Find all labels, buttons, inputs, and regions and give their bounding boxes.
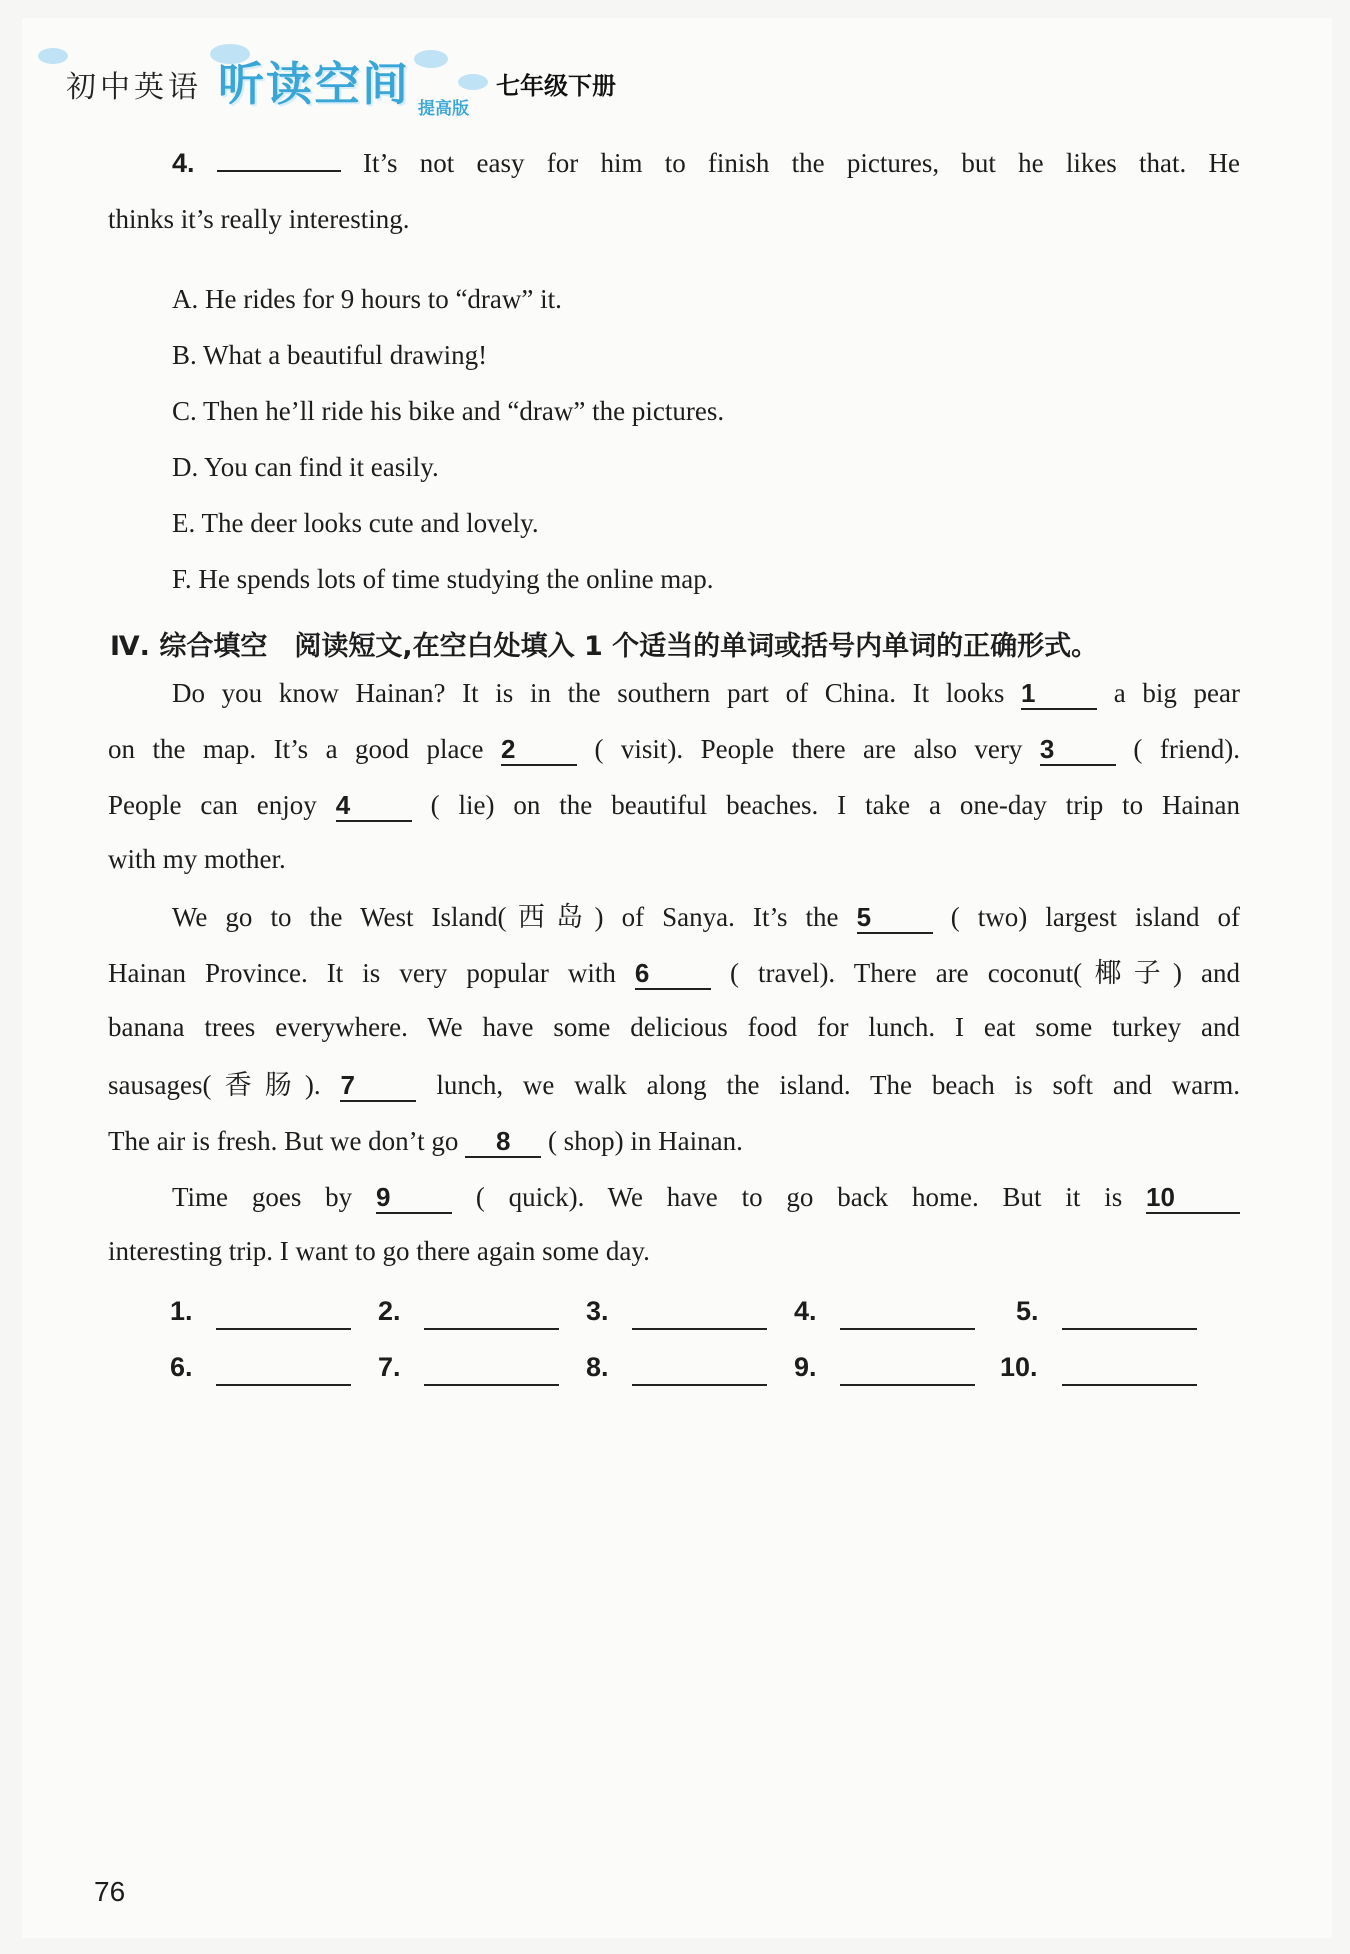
passage-text: on the map. It’s a good place [108, 734, 484, 764]
passage-text: ( shop) in Hainan. [547, 1126, 743, 1156]
answer-line[interactable] [632, 1326, 767, 1330]
numbered-blank-8[interactable]: 8 [465, 1126, 541, 1158]
answer-label: 6. [170, 1352, 193, 1382]
answer-line[interactable] [840, 1326, 975, 1330]
answer-line[interactable] [424, 1326, 559, 1330]
cloud-decoration [38, 48, 68, 64]
answer-line[interactable] [216, 1382, 351, 1386]
passage-line [108, 958, 1240, 990]
passage-text: Time goes by [172, 1182, 353, 1212]
passage-line [172, 678, 1240, 710]
answer-label: 7. [378, 1352, 401, 1382]
numbered-blank-4[interactable]: 4 [336, 790, 412, 822]
option-f: F. He spends lots of time studying the online map. [172, 564, 714, 594]
series-title: 初中英语 [66, 70, 202, 105]
question-text: It’s not easy for him to finish the pictures, but he likes that. He [363, 148, 1241, 178]
passage-text: Hainan Province. It is very popular with [108, 958, 616, 988]
answer-label: 1. [170, 1296, 193, 1326]
passage-text: a big pear [1113, 678, 1240, 708]
page-number: 76 [94, 1876, 126, 1907]
passage-text: ( lie) on the beautiful beaches. I take a one-day trip to Hainan [430, 790, 1241, 820]
numbered-blank-5[interactable]: 5 [857, 902, 933, 934]
answer-line[interactable] [424, 1382, 559, 1386]
option-a: A. He rides for 9 hours to “draw” it. [172, 284, 562, 314]
passage-line [172, 1182, 1240, 1214]
question-4-line2: thinks it’s really interesting. [108, 204, 410, 234]
answer-line[interactable] [1062, 1382, 1197, 1386]
answer-line[interactable] [216, 1326, 351, 1330]
section-iv-title: Ⅳ. 综合填空 阅读短文,在空白处填入 1 个适当的单词或括号内单词的正确形式。 [110, 631, 1099, 662]
cloud-decoration [458, 74, 488, 90]
passage-line [108, 790, 1240, 822]
numbered-blank-2[interactable]: 2 [501, 734, 577, 766]
passage-text: People can enjoy [108, 790, 317, 820]
answer-label: 8. [586, 1352, 609, 1382]
cloud-decoration [414, 50, 448, 68]
numbered-blank-7[interactable]: 7 [340, 1070, 416, 1102]
passage-text: ( two) largest island of [950, 902, 1241, 932]
passage-line [108, 1126, 743, 1158]
numbered-blank-9[interactable]: 9 [376, 1182, 452, 1214]
passage-text: ( visit). People there are also very [594, 734, 1023, 764]
passage-line: with my mother. [108, 844, 286, 874]
option-e: E. The deer looks cute and lovely. [172, 508, 539, 538]
answer-label: 9. [794, 1352, 817, 1382]
numbered-blank-1[interactable]: 1 [1021, 678, 1097, 710]
passage-line: banana trees everywhere. We have some delicious food for lunch. I eat some turkey and [108, 1012, 1240, 1042]
answer-line[interactable] [632, 1382, 767, 1386]
edition-label: 提高版 [418, 99, 469, 119]
option-b: B. What a beautiful drawing! [172, 340, 488, 370]
answer-label: 2. [378, 1296, 401, 1326]
answer-label: 10. [1000, 1352, 1038, 1382]
passage-text: Do you know Hainan? It is in the southern part of China. It looks [172, 678, 1005, 708]
grade-label: 七年级下册 [496, 72, 616, 100]
numbered-blank-10[interactable]: 10 [1146, 1182, 1240, 1214]
option-d: D. You can find it easily. [172, 452, 439, 482]
passage-text: lunch, we walk along the island. The beach is soft and warm. [436, 1070, 1240, 1100]
passage-line [172, 902, 1240, 934]
passage-text: ( quick). We have to go back home. But it is [475, 1182, 1123, 1212]
question-4-line1 [172, 150, 1240, 177]
answer-line[interactable] [840, 1382, 975, 1386]
passage-text: We go to the West Island(西岛) of Sanya. It’s the [172, 902, 839, 932]
brand-logo: 听读空间 [218, 57, 410, 111]
answer-label: 5. [1016, 1296, 1039, 1326]
passage-line [108, 734, 1240, 766]
answer-blank[interactable] [217, 170, 341, 172]
option-c: C. Then he’ll ride his bike and “draw” the pictures. [172, 396, 725, 426]
answer-label: 3. [586, 1296, 609, 1326]
passage-text: ( friend). [1133, 734, 1241, 764]
passage-line: interesting trip. I want to go there again some day. [108, 1236, 650, 1266]
passage-text: The air is fresh. But we don’t go [108, 1126, 459, 1156]
passage-text: sausages(香肠). [108, 1070, 321, 1100]
numbered-blank-3[interactable]: 3 [1040, 734, 1116, 766]
question-number: 4. [172, 148, 195, 178]
answer-label: 4. [794, 1296, 817, 1326]
numbered-blank-6[interactable]: 6 [635, 958, 711, 990]
passage-line [108, 1070, 1240, 1102]
answer-line[interactable] [1062, 1326, 1197, 1330]
passage-text: ( travel). There are coconut(椰子) and [729, 958, 1241, 988]
book-header [38, 40, 738, 120]
